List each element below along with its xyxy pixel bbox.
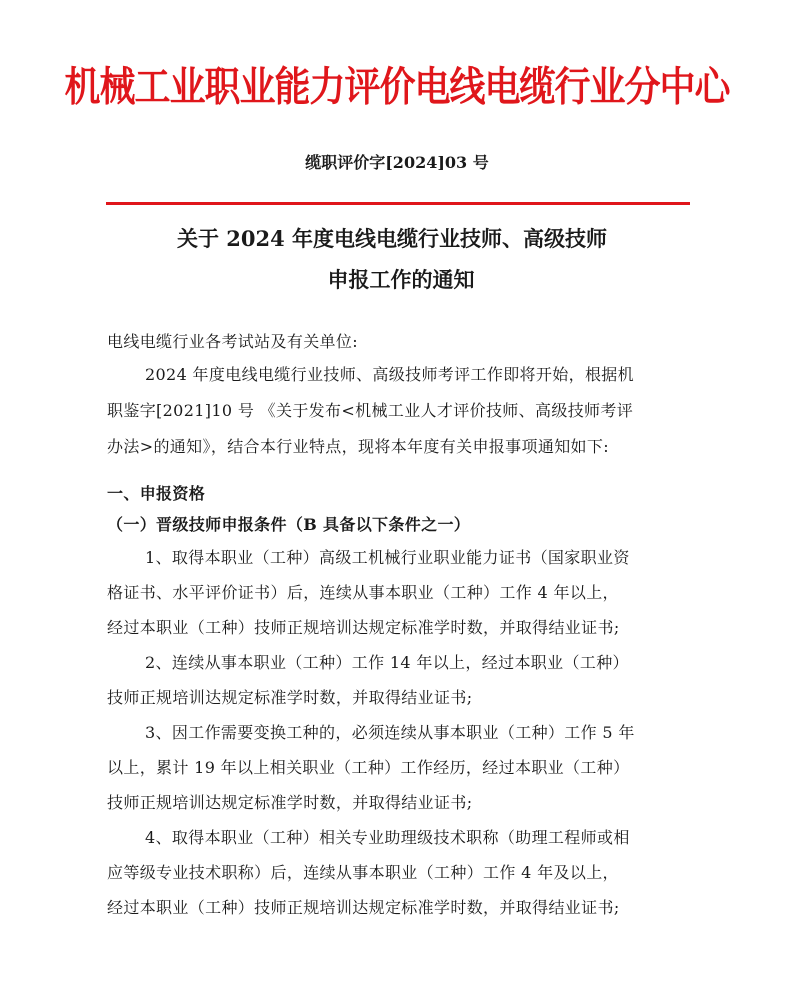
intro-line: 办法>的通知》，结合本行业特点，现将本年度有关申报事项通知如下: xyxy=(107,437,609,456)
item-1-line: 经过本职业（工种）技师正规培训达规定标准学时数，并取得结业证书; xyxy=(107,618,620,637)
intro-line: 2024 年度电线电缆行业技师、高级技师考评工作即将开始，根据机 xyxy=(145,365,635,384)
item-4-line: 应等级专业技术职称）后，连续从事本职业（工种）工作 4 年及以上， xyxy=(107,863,619,882)
item-1-line: 格证书、水平评价证书）后，连续从事本职业（工种）工作 4 年以上， xyxy=(107,583,619,602)
document-number: 缆职评价字[2024]03 号 xyxy=(305,153,489,172)
item-3-line: 技师正规培训达规定标准学时数，并取得结业证书; xyxy=(107,793,473,812)
subsection-heading: （一）晋级技师申报条件（B 具备以下条件之一） xyxy=(107,515,471,534)
item-3-line: 以上，累计 19 年以上相关职业（工种）工作经历，经过本职业（工种） xyxy=(107,758,630,777)
intro-line: 职鉴字[2021]10 号 《关于发布<机械工业人才评价技师、高级技师考评 xyxy=(107,401,634,420)
item-4-line: 4、取得本职业（工种）相关专业助理级技术职称（助理工程师或相 xyxy=(145,828,630,847)
item-3-line: 3、因工作需要变换工种的，必须连续从事本职业（工种）工作 5 年 xyxy=(145,723,635,742)
notice-title-line-1: 关于 2024 年度电线电缆行业技师、高级技师 xyxy=(176,226,608,251)
item-1-line: 1、取得本职业（工种）高级工机械行业职业能力证书（国家职业资 xyxy=(145,548,630,567)
item-2-line: 技师正规培训达规定标准学时数，并取得结业证书; xyxy=(107,688,473,707)
salutation: 电线电缆行业各考试站及有关单位: xyxy=(107,332,358,351)
notice-title-line-2: 申报工作的通知 xyxy=(327,267,475,292)
red-divider-line xyxy=(106,202,690,205)
section-heading: 一、申报资格 xyxy=(107,484,206,503)
masthead-title: 机械工业职业能力评价电线电缆行业分中心 xyxy=(64,64,730,111)
item-4-line: 经过本职业（工种）技师正规培训达规定标准学时数，并取得结业证书; xyxy=(107,898,620,917)
item-2-line: 2、连续从事本职业（工种）工作 14 年以上，经过本职业（工种） xyxy=(145,653,629,672)
